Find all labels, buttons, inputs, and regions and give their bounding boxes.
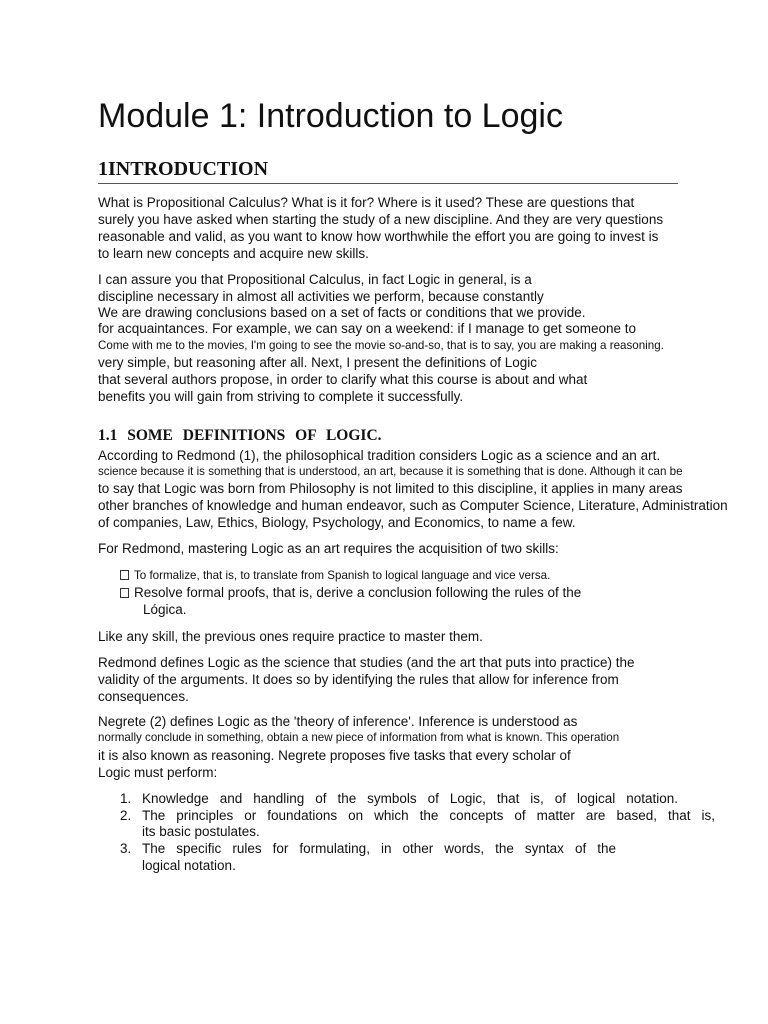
intro-p1-line: What is Propositional Calculus? What is it for? Where is it used? These are questions that [98,195,635,210]
defs-p5-line: Logic must perform: [98,765,218,780]
skill-text: Resolve formal proofs, that is, derive a conclusion following the rules of the [134,585,582,600]
defs-p2: For Redmond, mastering Logic as an art requires the acquisition of two skills: [98,541,559,556]
intro-p1-line: surely you have asked when starting the study of a new discipline. And they are very questions [98,212,664,227]
task-text: The principles or foundations on which the concepts of matter are based, that is, [142,808,715,823]
defs-p5-line: it is also known as reasoning. Negrete proposes five tasks that every scholar of [98,748,571,763]
task-text-continuation: logical notation. [142,858,236,873]
defs-p4-line: consequences. [98,689,189,704]
defs-p1-line: science because it is something that is understood, an art, because it is something that is done. Although it can be [98,465,683,478]
defs-p5-line: normally conclude in something, obtain a new piece of information from what is known. This operation [98,731,620,744]
defs-p1-line: According to Redmond (1), the philosophical tradition considers Logic as a science and an art. [98,448,661,463]
task-number: 3. [120,841,132,856]
intro-p2-line: I can assure you that Propositional Calculus, in fact Logic in general, is a [98,272,532,287]
intro-p2-line: Come with me to the movies, I'm going to see the movie so-and-so, that is to say, you are making a reasoning. [98,339,664,352]
skill-item [120,584,581,601]
task-number: 1. [120,791,132,806]
task-text: Knowledge and handling of the symbols of Logic, that is, of logical notation. [142,791,678,806]
defs-p1-line: other branches of knowledge and human endeavor, such as Computer Science, Literature, Administration [98,498,728,513]
skill-text: To formalize, that is, to translate from Spanish to logical language and vice versa. [134,569,551,582]
skill-continuation: Lógica. [143,602,187,617]
intro-p2-line: benefits you will gain from striving to complete it successfully. [98,389,464,404]
defs-p4-line: Redmond defines Logic as the science that studies (and the art that puts into practice) the [98,655,635,670]
defs-p5-line: Negrete (2) defines Logic as the 'theory of inference'. Inference is understood as [98,714,578,729]
section-heading-definitions: 1.1 SOME DEFINITIONS OF LOGIC. [98,427,382,444]
heading-divider [98,183,678,184]
defs-p1-line: of companies, Law, Ethics, Biology, Psychology, and Economics, to name a few. [98,515,576,530]
bullet-icon [120,588,129,598]
skill-item [120,567,550,584]
intro-p1-line: reasonable and valid, as you want to know how worthwhile the effort you are going to invest is [98,229,659,244]
intro-p2-line: that several authors propose, in order to clarify what this course is about and what [98,372,588,387]
task-number: 2. [120,808,132,823]
defs-p3: Like any skill, the previous ones require practice to master them. [98,629,483,644]
page-title: Module 1: Introduction to Logic [98,97,563,135]
defs-p4-line: validity of the arguments. It does so by identifying the rules that allow for inference from [98,672,619,687]
bullet-icon [120,570,129,580]
intro-p1-line: to learn new concepts and acquire new skills. [98,246,369,261]
intro-p2-line: very simple, but reasoning after all. Next, I present the definitions of Logic [98,355,537,370]
intro-p2-line: for acquaintances. For example, we can say on a weekend: if I manage to get someone to [98,321,637,336]
task-text-continuation: its basic postulates. [142,824,260,839]
section-heading-introduction: 1INTRODUCTION [98,158,269,180]
task-text: The specific rules for formulating, in other words, the syntax of the [142,841,616,856]
defs-p1-line: to say that Logic was born from Philosophy is not limited to this discipline, it applies in many areas [98,481,683,496]
intro-p2-line: We are drawing conclusions based on a set of facts or conditions that we provide. [98,305,586,320]
intro-p2-line: discipline necessary in almost all activities we perform, because constantly [98,289,544,304]
